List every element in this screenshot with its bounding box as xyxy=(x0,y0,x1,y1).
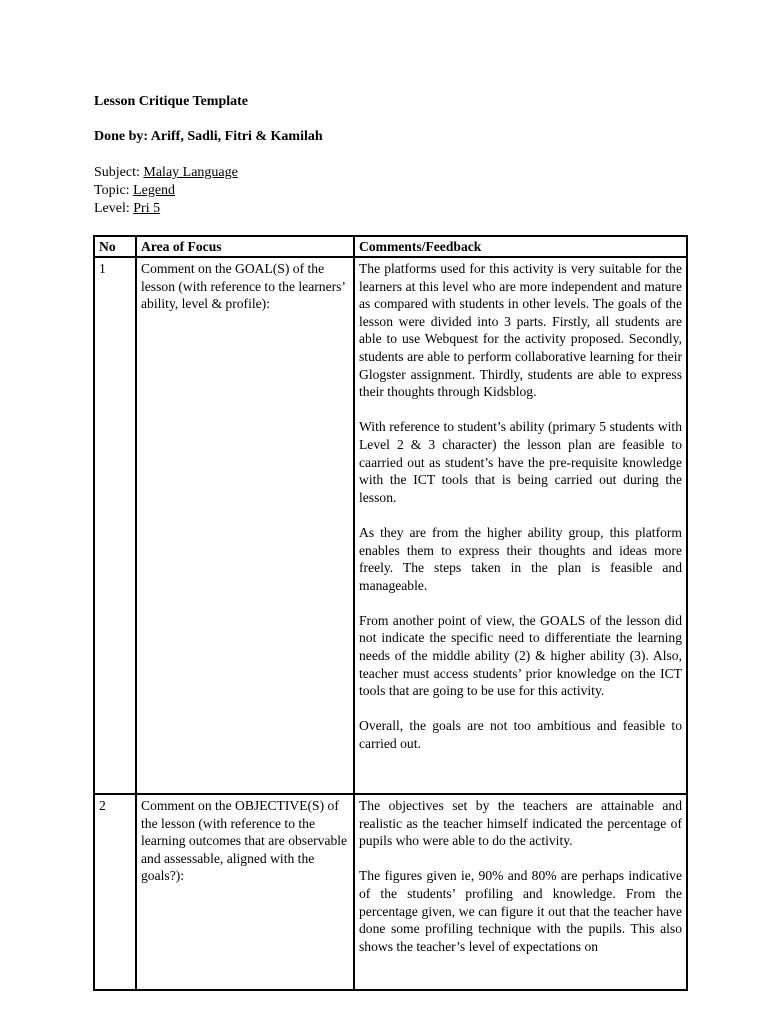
lesson-meta xyxy=(94,164,238,218)
table-row xyxy=(94,257,687,794)
level-row xyxy=(94,200,238,218)
document-title: Lesson Critique Template xyxy=(94,94,249,109)
topic-value: Legend xyxy=(133,183,176,198)
subject-row xyxy=(94,164,238,182)
table-header-row xyxy=(94,236,687,257)
header-feedback: Comments/Feedback xyxy=(354,236,687,257)
critique-table xyxy=(93,235,688,991)
feedback-paragraph: Overall, the goals are not too ambitious and feasible to carried out. xyxy=(359,718,682,752)
row-number: 1 xyxy=(94,257,136,794)
topic-row xyxy=(94,182,238,200)
header-area: Area of Focus xyxy=(136,236,354,257)
feedback-paragraph: From another point of view, the GOALS of the lesson did not indicate the specific need to differentiate the learning needs of the middle ability (2) & higher ability (3). Also, teacher must access students’ prior knowledge on the ICT tools that are going to be use for this activity. xyxy=(359,612,682,699)
feedback-paragraph: The platforms used for this activity is very suitable for the learners at this level who are more independent and mature as compared with students in other levels. The goals of the lesson were divided into 3 parts. Firstly, all students are able to use Webquest for the activity proposed. Secondly, students are able to perform collaborative learning for their Glogster assignment. Thirdly, students are able to express their thoughts through Kidsblog. xyxy=(359,261,682,400)
row-number: 2 xyxy=(94,794,136,990)
topic-label: Topic: xyxy=(94,183,134,198)
feedback-paragraph: With reference to student’s ability (primary 5 students with Level 2 & 3 character) the lesson plan are feasible to caarried out as student’s have the pre-requisite knowledge with the ICT tools that is being carried out during the lesson. xyxy=(359,419,682,505)
authors-line: Done by: Ariff, Sadli, Fitri & Kamilah xyxy=(94,129,323,144)
feedback-paragraph: The objectives set by the teachers are attainable and realistic as the teacher himself indicated the percentage of pupils who were able to do the activity. xyxy=(359,798,682,849)
table-row xyxy=(94,794,687,990)
area-of-focus: Comment on the OBJECTIVE(S) of the lesson (with reference to the learning outcomes that are observable and assessable, aligned with the goals?): xyxy=(136,794,354,990)
feedback-cell xyxy=(354,794,687,990)
area-of-focus: Comment on the GOAL(S) of the lesson (with reference to the learners’ ability, level & profile): xyxy=(136,257,354,794)
level-label: Level: xyxy=(94,201,134,216)
header-no: No xyxy=(94,236,136,257)
subject-label: Subject: xyxy=(94,165,144,180)
feedback-paragraph: As they are from the higher ability group, this platform enables them to express their thoughts and ideas more freely. The steps taken in the plan is feasible and manageable. xyxy=(359,524,682,593)
feedback-paragraph: The figures given ie, 90% and 80% are perhaps indicative of the students’ profiling and knowledge. From the percentage given, we can figure it out that the teacher have done some profiling technique with the pupils. This also shows the teacher’s level of expectations on xyxy=(359,868,682,954)
feedback-cell xyxy=(354,257,687,794)
level-value: Pri 5 xyxy=(133,201,161,216)
subject-value: Malay Language xyxy=(143,165,238,180)
